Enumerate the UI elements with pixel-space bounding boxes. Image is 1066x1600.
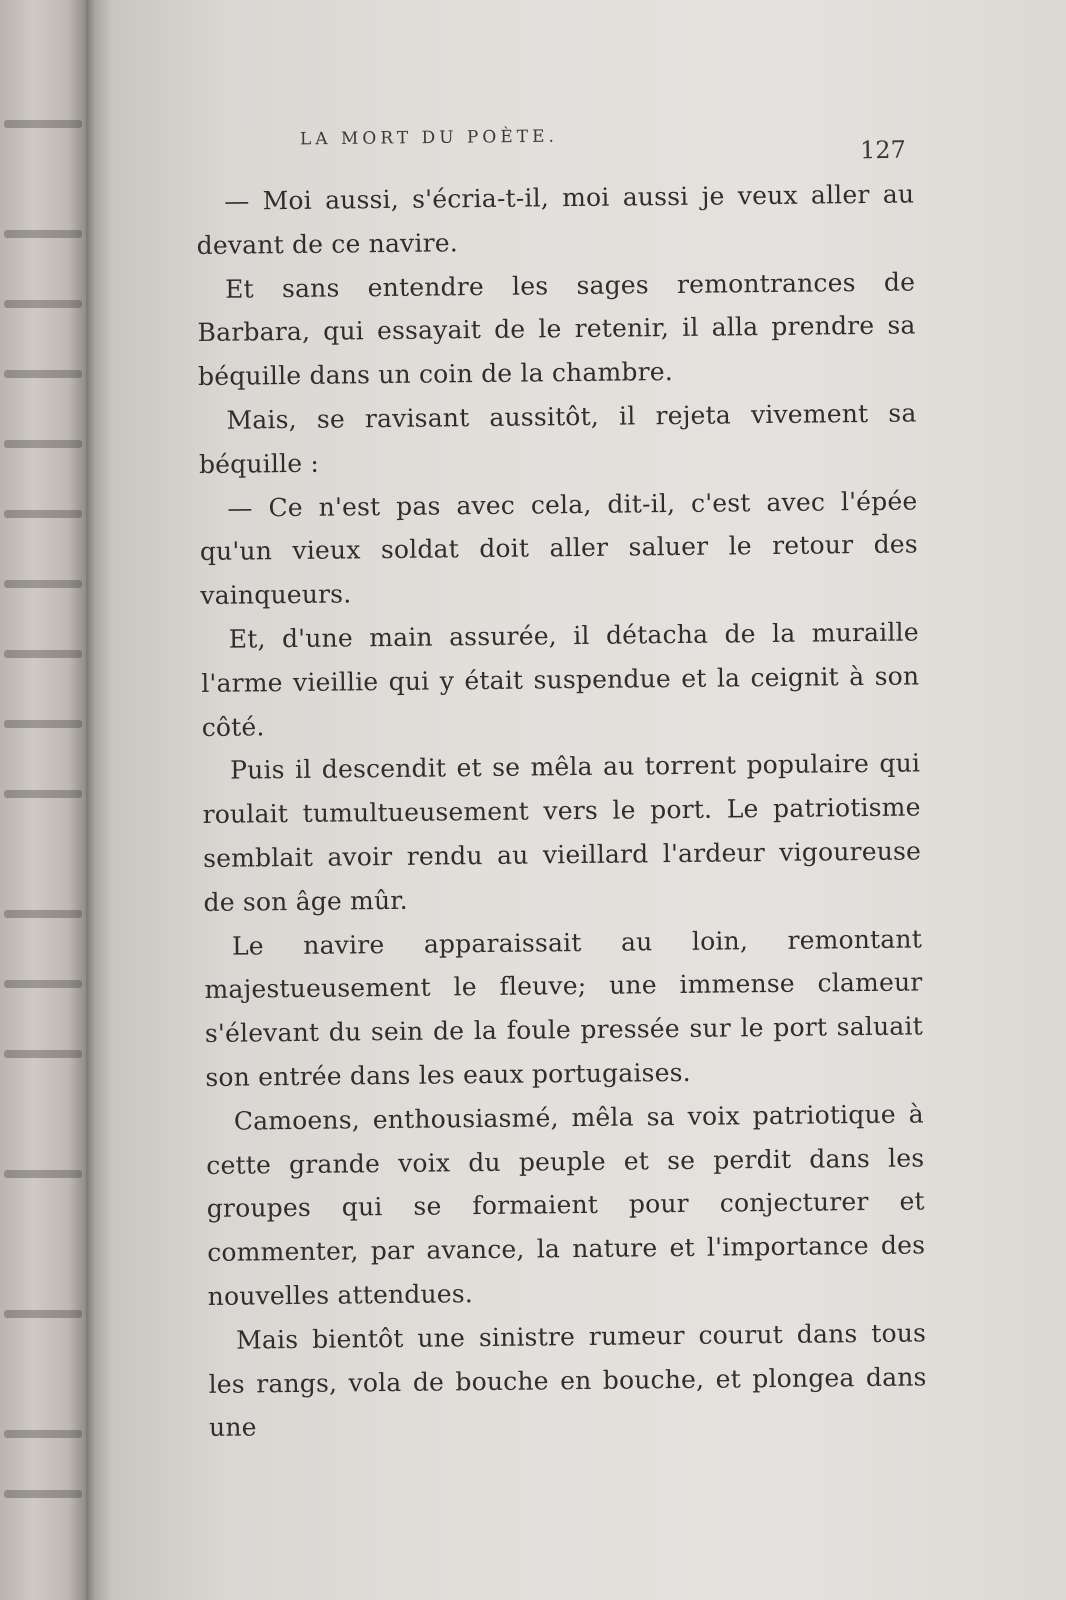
paragraph: Et, d'une main assurée, il détacha de la muraille l'arme vieillie qui y était suspendue et la ceignit à son côté. [201, 617, 920, 742]
facing-page-edge [0, 0, 86, 1600]
page-number: 127 [859, 135, 906, 165]
paragraph: Le navire apparaissait au loin, remontant majestueusement le fleuve; une immense clameur s'élevant du sein de la foule pressée sur le port saluait son entrée dans les eaux portugaises. [204, 923, 924, 1092]
paragraph: Mais, se ravisant aussitôt, il rejeta vivement sa béquille : [198, 398, 917, 479]
body-text [196, 172, 927, 1450]
book-gutter [86, 0, 112, 1600]
paragraph: Camoens, enthousiasmé, mêla sa voix patriotique à cette grande voix du peuple et se perdit dans les groupes qui se formaient pour conjecturer et commenter, par avance, la nature et l'importance des nouvelles attendues. [206, 1099, 926, 1311]
paragraph: Et sans entendre les sages remontrances de Barbara, qui essayait de le retenir, il alla prendre sa béquille dans un coin de la chambre. [197, 267, 916, 392]
paragraph: Puis il descendit et se mêla au torrent populaire qui roulait tumultueusement vers le port. Le patriotisme semblait avoir rendu au vieillard l'ardeur vigoureuse de son âge mûr. [202, 748, 922, 917]
paragraph: — Moi aussi, s'écria-t-il, moi aussi je veux aller au devant de ce navire. [196, 179, 915, 260]
running-header: LA MORT DU POÈTE. [299, 126, 558, 150]
paragraph: Mais bientôt une sinistre rumeur courut dans tous les rangs, vola de bouche en bouche, et plongea dans une [208, 1318, 927, 1443]
paragraph: — Ce n'est pas avec cela, dit-il, c'est avec l'épée qu'un vieux soldat doit aller saluer le retour des vainqueurs. [199, 486, 919, 611]
